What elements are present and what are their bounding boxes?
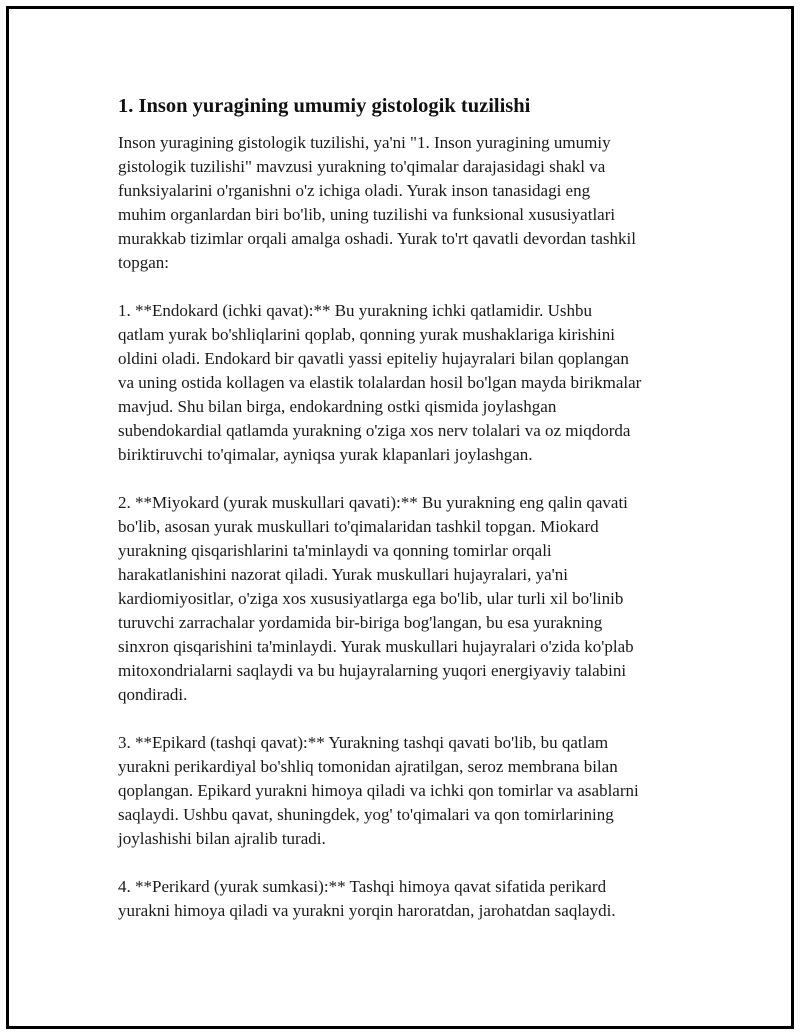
perikard-paragraph: 4. **Perikard (yurak sumkasi):** Tashqi himoya qavat sifatida perikard yurakni himoya qiladi va yurakni yorqin haroratdan, jarohatdan saqlaydi. xyxy=(118,877,616,920)
epikard-paragraph: 3. **Epikard (tashqi qavat):** Yurakning tashqi qavati bo'lib, bu qatlam yurakni perikardiyal bo'shliq tomonidan ajratilgan, seroz membrana bilan qoplangan. Epikard yurakni himoya qiladi va ichki qon tomirlar va asablarni saqlaydi. Ushbu qavat, shuningdek, yog' to'qimalari va qon tomirlarining joylashishi bilan ajralib turadi. xyxy=(118,733,639,848)
intro-paragraph: Inson yuragining gistologik tuzilishi, ya'ni "1. Inson yuragining umumiy gistologik tuzilishi" mavzusi yurakning to'qimalar darajasidagi shakl va funksiyalarini o'rganishni o'z ichiga oladi. Yurak inson tanasidagi eng muhim organlardan biri bo'lib, uning tuzilishi va funksional xususiyatlari murakkab tizimlar orqali amalga oshadi. Yurak to'rt qavatli devordan tashkil topgan: xyxy=(118,133,636,272)
document-body xyxy=(118,93,698,947)
document-title: 1. Inson yuragining umumiy gistologik tuzilishi xyxy=(118,95,531,117)
miyokard-paragraph: 2. **Miyokard (yurak muskullari qavati):** Bu yurakning eng qalin qavati bo'lib, asosan yurak muskullari to'qimalaridan tashkil topgan. Miokard yurakning qisqarishlarini ta'minlaydi va qonning tomirlar orqali harakatlanishini nazorat qiladi. Yurak muskullari hujayralari, ya'ni kardiomiyositlar, o'ziga xos xususiyatlarga ega bo'lib, ular turli xil bo'linib turuvchi zarrachalar yordamida bir-biriga bog'langan, bu esa yurakning sinxron qisqarishini ta'minlaydi. Yurak muskullari hujayralari o'zida ko'plab mitoxondrialarni saqlaydi va bu hujayralarning yuqori energiyaviy talabini qondiradi. xyxy=(118,493,634,704)
endokard-paragraph: 1. **Endokard (ichki qavat):** Bu yurakning ichki qatlamidir. Ushbu qatlam yurak bo'shliqlarini qoplab, qonning yurak mushaklariga kirishini oldini oladi. Endokard bir qavatli yassi epiteliy hujayralari bilan qoplangan va uning ostida kollagen va elastik tolalardan hosil bo'lgan mayda birikmalar mavjud. Shu bilan birga, endokardning ostki qismida joylashgan subendokardial qatlamda yurakning o'ziga xos nerv tolalari va oz miqdorda biriktiruvchi to'qimalar, ayniqsa yurak klapanlari joylashgan. xyxy=(118,301,642,464)
